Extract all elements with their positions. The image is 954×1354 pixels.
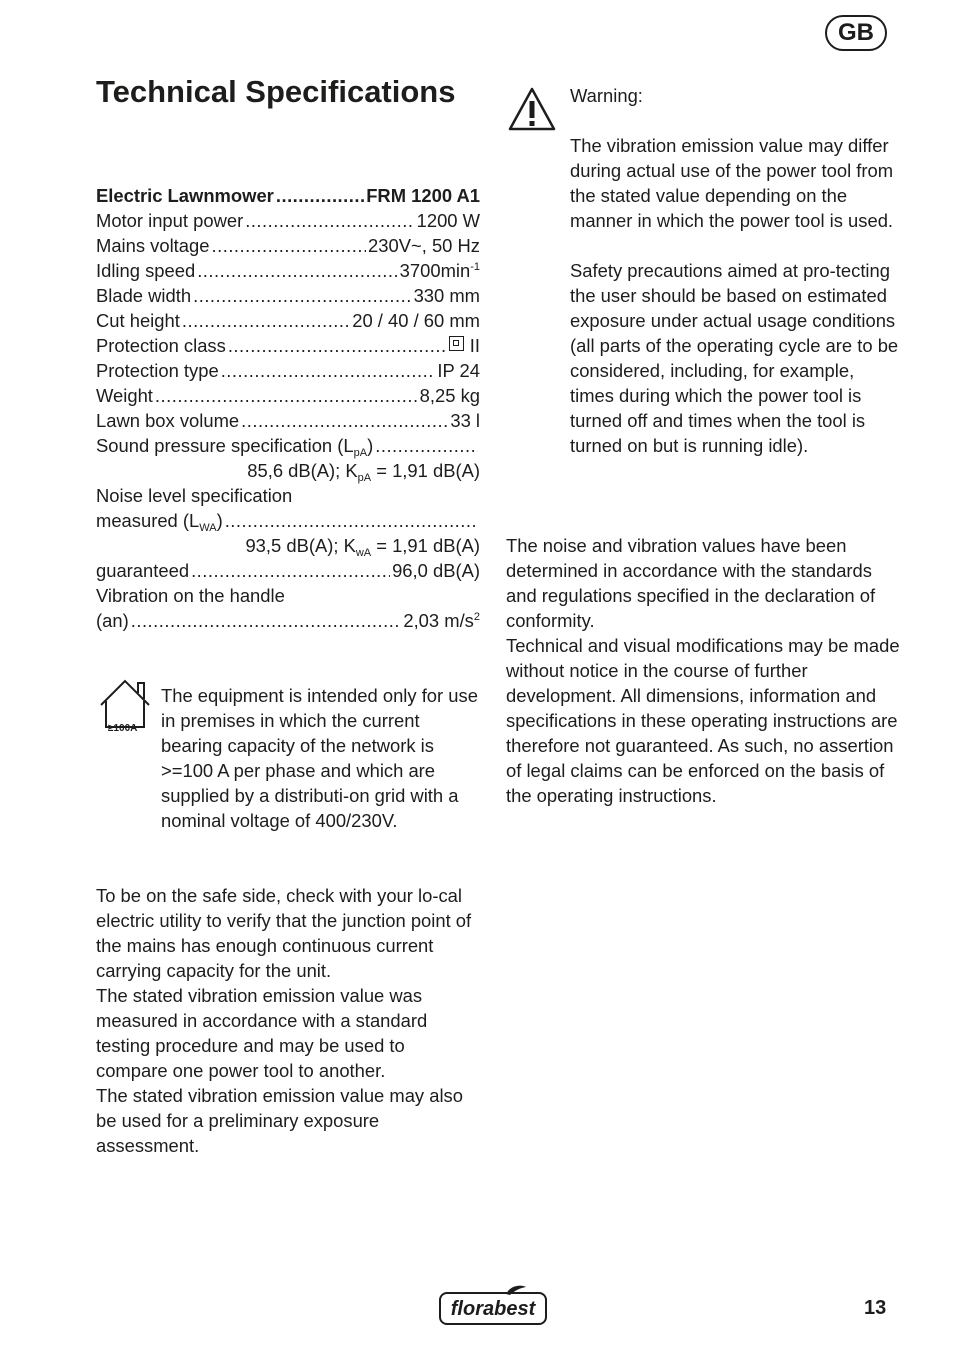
spec-value: 230V~, 50 Hz xyxy=(368,235,480,256)
florabest-logo xyxy=(438,1284,548,1326)
spec-label: Idling speed xyxy=(96,260,196,281)
spec-row-measured xyxy=(96,508,480,533)
spec-label: Mains voltage xyxy=(96,235,210,256)
spec-value: II xyxy=(449,333,480,358)
spec-label: guaranteed xyxy=(96,560,190,581)
spec-row-product xyxy=(96,183,480,208)
spec-value: 330 mm xyxy=(413,285,480,306)
page-title: Technical Specifications xyxy=(96,74,456,109)
language-badge: GB xyxy=(825,15,887,51)
spec-row-lawn-box xyxy=(96,408,480,433)
specifications-table xyxy=(96,183,480,633)
spec-label-vibration: Vibration on the handle xyxy=(96,585,285,606)
vibration-preliminary-paragraph: The stated vibration emission value may also be used for a preliminary exposure assessment. xyxy=(96,1085,463,1156)
house-icon-label: ≥100A xyxy=(108,723,138,734)
spec-label: Protection type xyxy=(96,360,219,381)
spec-row-vibration xyxy=(96,608,480,633)
vibration-measured-paragraph: The stated vibration emission value was measured in accordance with a standard testing procedure and may be used to compare one power tool to another. xyxy=(96,985,428,1081)
spec-value: 33 l xyxy=(450,410,480,431)
spec-value-sound-pressure: 85,6 dB(A); $K_{pA} = 1,91$ dB(A) xyxy=(247,460,480,484)
spec-label: Electric Lawnmower xyxy=(96,185,274,206)
spec-row-idling xyxy=(96,258,480,283)
safe-side-paragraph: To be on the safe side, check with your lo-cal electric utility to verify that the junction point of the mains has enough continuous current carrying capacity for the unit. xyxy=(96,885,472,981)
spec-value: 2,03 $m/s^2$ xyxy=(403,610,480,631)
spec-value: IP 24 xyxy=(437,360,480,381)
spec-row-sound-pressure xyxy=(96,433,480,458)
warning-paragraph: The vibration emission value may differ during actual use of the power tool from the stated value depending on the manner in which the power tool is used. xyxy=(570,135,894,231)
spec-label: Blade width xyxy=(96,285,192,306)
spec-row-blade xyxy=(96,283,480,308)
spec-value: 1200 W xyxy=(416,210,480,231)
modifications-paragraph: Technical and visual modifications may be made without notice in the course of further development. All dimensions, information and specifications in these operating instructions are therefore not guaranteed. As such, no assertion of legal claims can be enforced on the basis of the operating instructions. xyxy=(506,635,900,806)
spec-label: Cut height xyxy=(96,310,180,331)
spec-label: Weight xyxy=(96,385,153,406)
spec-value: FRM 1200 A1 xyxy=(366,185,480,206)
spec-value-measured: 93,5 dB(A); $K_{wA} = 1,91$ dB(A) xyxy=(245,535,480,559)
spec-label: Sound pressure specification $(L_{pA})$ xyxy=(96,435,374,459)
spec-value: $3700\min^{-1}$ xyxy=(399,260,480,281)
warning-heading: Warning: xyxy=(570,85,643,106)
spec-value: 20 / 40 / 60 mm xyxy=(352,310,480,331)
spec-row-mains xyxy=(96,233,480,258)
spec-row-weight xyxy=(96,383,480,408)
spec-label: measured $(L_{WA})$ xyxy=(96,510,223,534)
noise-vibration-paragraph: The noise and vibration values have been determined in accordance with the standards and regulations specified in the declaration of conformity. xyxy=(506,535,876,631)
spec-label: Motor input power xyxy=(96,210,244,231)
warning-icon xyxy=(507,86,557,132)
logo-text: florabest xyxy=(450,1298,536,1320)
equipment-paragraph: The equipment is intended only for use in premises in which the current bearing capacity of the network is >=100 A per phase and which are supplied by a distributi-on grid with a nominal voltage of 400/230V. xyxy=(161,685,478,831)
spec-row-guaranteed xyxy=(96,558,480,583)
spec-value: 8,25 kg xyxy=(419,385,480,406)
spec-row-motor xyxy=(96,208,480,233)
spec-label: Lawn box volume xyxy=(96,410,240,431)
spec-label: (an) xyxy=(96,610,129,631)
spec-label-noise-level: Noise level specification xyxy=(96,485,293,506)
double-insulation-icon xyxy=(449,336,464,351)
safety-precautions-paragraph: Safety precautions aimed at pro-tecting the user should be based on estimated exposure under actual usage conditions (all parts of the operating cycle are to be considered, including, for example, times during which the power tool is turned off and times when the tool is turned on but is running idle). xyxy=(570,260,899,456)
spec-value: 96,0 dB(A) xyxy=(392,560,480,581)
spec-row-protection-class xyxy=(96,333,480,358)
spec-label: Protection class xyxy=(96,335,226,356)
spec-row-protection-type xyxy=(96,358,480,383)
spec-row-cut-height xyxy=(96,308,480,333)
page-number: 13 xyxy=(864,1297,887,1319)
